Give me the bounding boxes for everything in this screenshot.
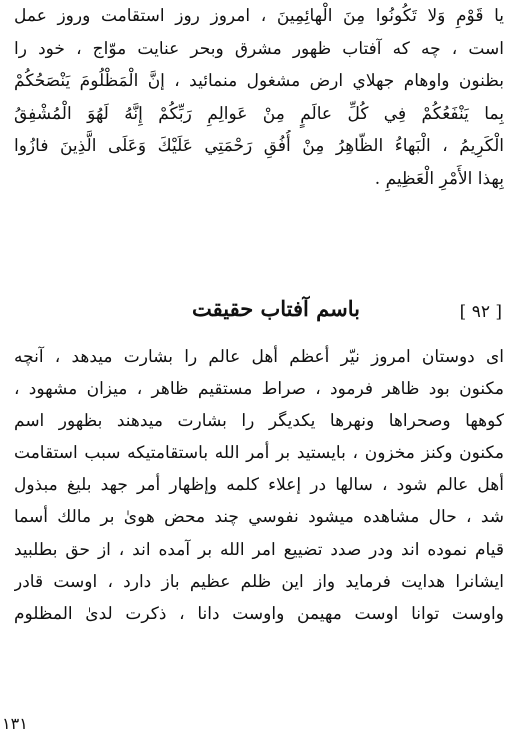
- text-line: ايشانرا هدايت فرمايد واز اين ظلم عظيم باز دارد ، اوست قادر: [14, 571, 504, 592]
- section-title: باسم آفتاب حقيقت: [192, 296, 360, 321]
- text-line: أهل عالم شود ، سالها در إعلاء كلمه وإظهار أمر جهد بليغ مبذول: [14, 475, 504, 496]
- text-line: است ، چه كه آفتاب ظهور مشرق وبحر عنايت موّاج ، خود را: [14, 38, 504, 59]
- body-paragraph: [14, 341, 504, 630]
- text-line: بظنون واوهام جهلاي ارض مشغول منمائيد ، إنَّ الْمَظْلُومَ يَنْصَحُكُمْ: [14, 71, 504, 92]
- text-line: شد ، حال مشاهده ميشود نفوسي چند محض هوىٰ بر مالك أسما: [14, 507, 504, 528]
- text-line: بِما يَنْفَعُكُمْ فِي كُلِّ عالَمٍ مِنْ عَوالِمِ رَبِّكُمْ إِنَّهُ لَهُوَ الْمُشْفِقُ: [14, 103, 504, 124]
- text-line: مكنون وكنز مخزون ، بايستيد بر أمر الله باستقامتيكه سبب استقامت: [14, 443, 504, 464]
- top-paragraph: [14, 0, 504, 196]
- text-line: يا قَوْمِ وَلا تَكُونُوا مِنَ الْهائِمِينَ ، امروز روز استقامت وروز عمل: [14, 6, 504, 26]
- text-line: الْكَرِيمُ ، الْبَهاءُ الظّاهِرُ مِنْ أُفُقِ رَحْمَتِي عَلَيْكَ وَعَلَى الَّذِينَ فازُوا: [14, 136, 504, 157]
- text-line: بِهذا الأَمْرِ الْعَظِيمِ .: [374, 168, 504, 189]
- page-number: ١٣١: [2, 714, 28, 733]
- text-line: مكنون بود ظاهر فرمود ، صراط مستقيم ظاهر ، ميزان مشهود ،: [14, 379, 504, 400]
- text-line: كوهها وصحراها ونهرها يكديگر را بشارت ميدهند بظهور اسم: [14, 411, 504, 432]
- section-heading: [14, 296, 504, 330]
- text-line: واوست توانا اوست مهيمن واوست دانا ، ذكرت لدىٰ المظلوم: [14, 603, 504, 624]
- text-line: قيام نموده اند ودر صدد تضييع امر الله بر آمده اند ، از حق بطلبيد: [14, 539, 504, 560]
- text-line: اى دوستان امروز نيّر أعظم أهل عالم را بشارت ميدهد ، آنچه: [14, 347, 504, 367]
- section-number: [ ٩٢ ]: [459, 302, 502, 322]
